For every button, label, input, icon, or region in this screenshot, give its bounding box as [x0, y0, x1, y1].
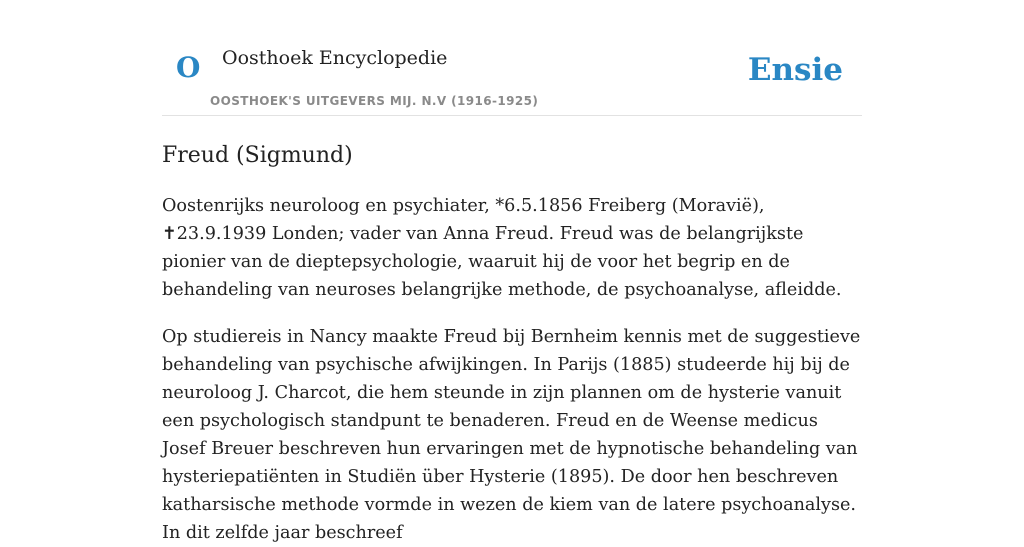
site-title[interactable]: Oosthoek Encyclopedie — [222, 47, 448, 69]
article-paragraph-2: Op studiereis in Nancy maakte Freud bij Bernheim kennis met de suggestieve behandeling van psychische afwijkingen. In Parijs (1885) studeerde hij bij de neuroloog J. Charcot, die hem steunde in zijn plannen om de hysterie vanuit een psychologisch standpunt te benaderen. Freud en de Weense medicus Josef Breuer beschreven hun ervaringen met de hypnotische behandeling van hysteriepatiënten in Studiën über Hysterie (1895). De door hen beschreven katharsische methode vormde in wezen de kiem van de latere psychoanalyse. In dit zelfde jaar beschreef — [162, 327, 861, 543]
site-header — [162, 0, 862, 116]
publisher-label: OOSTHOEK'S UITGEVERS MIJ. N.V (1916-1925) — [210, 94, 539, 108]
logo-letter[interactable]: O — [176, 51, 201, 84]
page-container — [162, 0, 862, 547]
brand-logo[interactable]: Ensie — [747, 52, 843, 88]
article-paragraph-1: Oostenrijks neuroloog en psychiater, *6.5.1856 Freiberg (Moravië), ✝23.9.1939 Londen; vader van Anna Freud. Freud was de belangrijkste pionier van de dieptepsychologie, waaruit hij de voor het begrip en de behandeling van neuroses belangrijke methode, de psychoanalyse, afleidde. — [162, 196, 842, 300]
entry-title: Freud (Sigmund) — [162, 143, 353, 168]
